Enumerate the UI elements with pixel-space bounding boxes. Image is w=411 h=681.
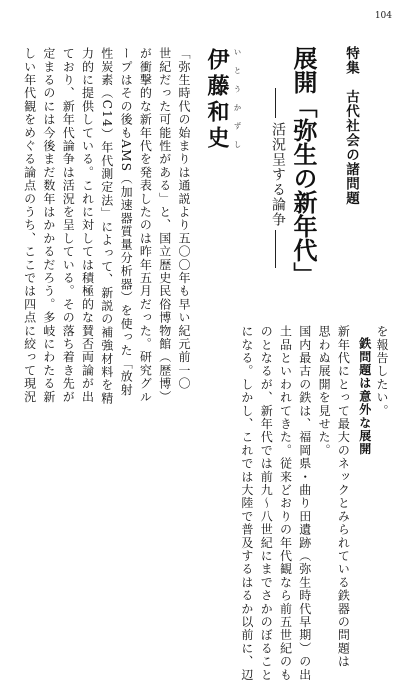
body-line: 性炭素（C14）年代測定法」によって、新説の補強材料を精 [99, 47, 114, 406]
series-label: 特集 古代社会の諸問題 [343, 46, 359, 206]
body-line: のとなるが、新年代では前九～八世紀にまでさかのぼること [259, 325, 274, 681]
body-line: 思わぬ展開を見せた。 [317, 325, 332, 457]
body-line: 力的に提供している。これに対しては積極的な賛否両論が出 [80, 47, 95, 404]
subtitle-dash-top [275, 88, 276, 118]
body-line: 定まるのには今後まだ数年はかかるだろう。多岐にわたる新 [41, 47, 56, 404]
article-title: 展開「弥生の新年代」 [289, 46, 318, 286]
section-heading: 鉄問題は意外な展開 [357, 337, 372, 456]
body-line: 世紀だった可能性がある」と、国立歴史民俗博物館（歴博） [157, 47, 172, 404]
subtitle-dash-bottom [275, 230, 276, 268]
body-line: しい年代観をめぐる論点のうち、ここでは四点に絞って現況 [22, 47, 37, 404]
body-line: 土品といわれてきた。従来どおりの年代観なら前五世紀のも [278, 325, 293, 681]
body-line: 「弥生時代の始まりは通説より五〇〇年も早い紀元前一〇 [177, 47, 191, 391]
body-line: になる。しかし、これでは大陸で普及するはるか以前に、辺 [239, 325, 254, 681]
body-line: 新年代にとって最大のネックとみられている鉄器の問題は [336, 325, 351, 669]
body-line: 国内最古の鉄は、福岡県・曲り田遺跡（弥生時代早期）の出 [297, 325, 312, 681]
body-line: が衝撃的な新年代を発表したのは昨年五月だった。研究グル [138, 47, 153, 404]
author-ruby: いとうかずし [233, 48, 242, 159]
body-line: ており、新年代論争は活況を呈している。その落ち着き先が [61, 47, 76, 404]
page-number: 104 [374, 11, 392, 21]
body-line: ープはその後もAMS（加速器質量分析器）を使った「放射 [119, 47, 134, 397]
article-subtitle: 活況呈する論争 [270, 122, 286, 227]
author-name: 伊藤和史 [204, 48, 230, 152]
body-line: を報告したい。 [375, 325, 389, 418]
